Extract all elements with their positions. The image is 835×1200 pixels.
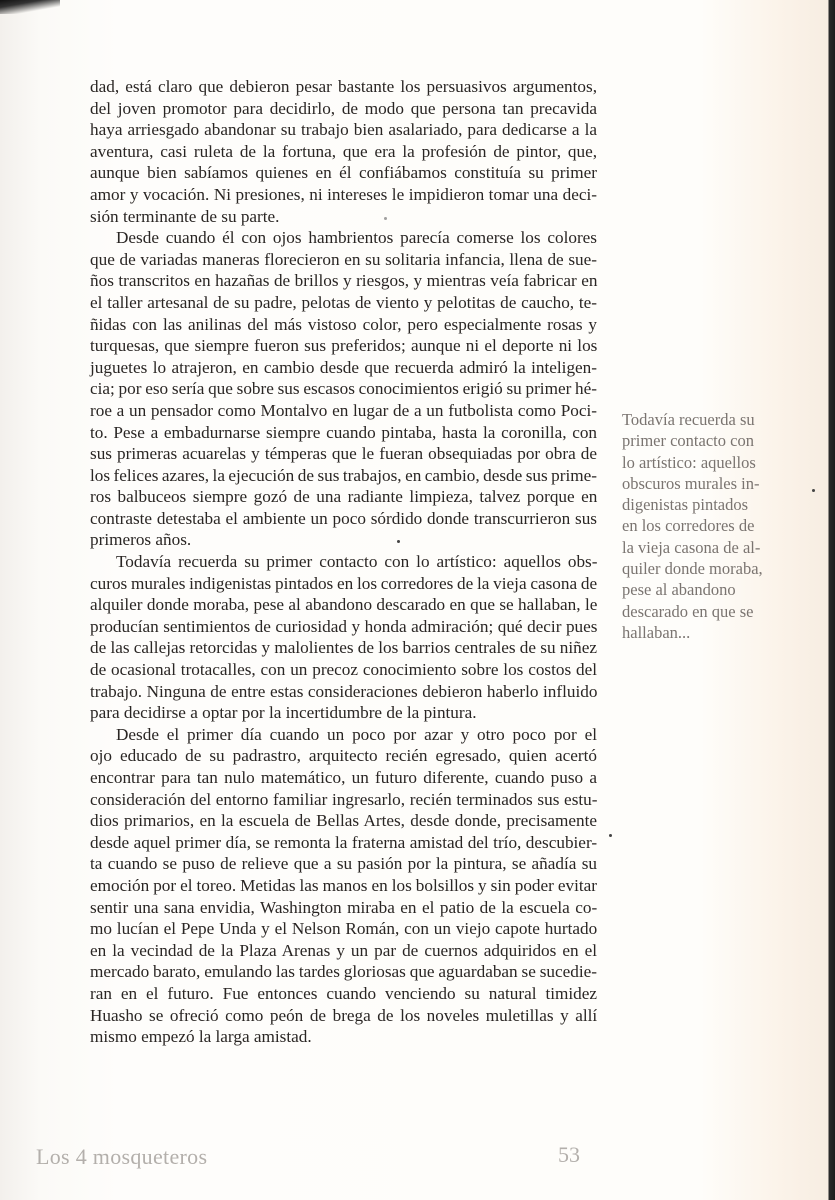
body-text-line: contraste detestaba el ambiente un poco sórdido donde transcurrieron sus: [90, 508, 597, 528]
body-text-line: sión terminante de su parte.: [90, 206, 280, 226]
body-text-line: aunque bien sabíamos quienes en él confiábamos constituía su primer: [90, 163, 597, 183]
pull-quote-line: lo artístico: aquellos: [622, 452, 756, 472]
body-text-line: mismo empezó la larga amistad.: [90, 1027, 312, 1047]
body-text-line: curos murales indigenistas pintados en los corredores de la vieja casona de: [90, 573, 598, 593]
body-text-line: mo lucían el Pepe Unda y el Nelson Román, con un viejo capote hurtado: [90, 919, 598, 939]
body-text-line: ros balbuceos siempre gozó de una radiante limpieza, talvez porque en: [90, 487, 598, 507]
pull-quote-line: Todavía recuerda su: [622, 410, 755, 429]
body-text-line: consideración del entorno familiar ingresarlo, recién terminados sus estu-: [90, 789, 598, 809]
pull-quote-line: descarado en que se: [622, 601, 754, 621]
scan-edge-shadow: [0, 0, 60, 14]
body-text-line: los felices azares, la ejecución de sus trabajos, en cambio, desde sus prime-: [90, 465, 597, 485]
pull-quote-line: pese al abandono: [622, 580, 736, 600]
body-text-line: ños transcritos en hazañas de brillos y riesgos, y mientras veía fabricar en: [90, 271, 598, 291]
body-text-line: juguetes lo atrajeron, en cambio desde que recuerda admiró la inteligen-: [90, 357, 597, 377]
body-text-line: sus primeras acuarelas y témperas que le fueran obsequiadas por obra de: [90, 444, 597, 464]
body-text-line: aventura, casi ruleta de la fortuna, que era la profesión de pintor, que,: [90, 141, 597, 161]
pull-quote: [622, 409, 800, 643]
body-text-line: roe a un pensador como Montalvo en lugar de a un futbolista como Poci-: [90, 400, 597, 420]
body-text-line: ta cuando se puso de relieve que a su pasión por la pintura, se añadía su: [90, 854, 597, 874]
body-text-line: turquesas, que siempre fueron sus preferidos; aunque ni el deporte ni los: [90, 336, 598, 356]
scan-speck: [609, 834, 612, 837]
body-text-line: dios primarios, en la escuela de Bellas Artes, desde donde, precisamente: [90, 811, 597, 831]
body-text-line: ñidas con las anilinas del más vistoso color, pero especialmente rosas y: [90, 314, 598, 334]
body-text-line: trabajo. Ninguna de entre estas consideraciones debieron haberlo influido: [90, 681, 598, 701]
body-text-line: encontrar para tan nulo matemático, un futuro diferente, cuando puso a: [90, 768, 597, 787]
body-text-line: ran en el futuro. Fue entonces cuando venciendo su natural timidez: [90, 983, 597, 1003]
body-text-line: que de variadas maneras florecieron en su solitaria infancia, llena de sue-: [90, 249, 597, 269]
main-text-column: [90, 76, 597, 1048]
body-text-line: haya arriesgado abandonar su trabajo bien asalariado, para dedicarse a la: [90, 120, 597, 140]
pull-quote-line: primer contacto con: [622, 431, 754, 451]
body-text-line: ojo educado de su padrastro, arquitecto recién egresado, quien acertó: [90, 746, 597, 766]
scan-speck: [397, 540, 400, 543]
running-footer-title: Los 4 mosqueteros: [36, 1144, 208, 1169]
body-text-line: de las callejas retorcidas y malolientes de los barrios centrales de su niñez: [90, 638, 597, 658]
pull-quote-line: hallaban...: [622, 622, 691, 642]
body-text-line: emoción por el toreo. Metidas las manos en los bolsillos y sin poder evitar: [90, 875, 597, 895]
body-text-line: Huasho se ofreció como peón de brega de los noveles muletillas y allí: [90, 1005, 598, 1025]
body-text-line: de ocasional trotacalles, con un precoz conocimiento sobre los costos del: [90, 660, 597, 680]
body-text-line: amor y vocación. Ni presiones, ni intereses le impidieron tomar una deci-: [90, 184, 597, 204]
pull-quote-line: en los corredores de: [622, 516, 755, 536]
body-text-line: desde aquel primer día, se remonta la fraterna amistad del trío, descubier-: [90, 832, 598, 852]
body-text-line: to. Pese a embadurnarse siempre cuando pintaba, hasta la coronilla, con: [90, 422, 598, 442]
body-text-line: mercado barato, emulando las tardes gloriosas que aguardaban se sucedie-: [90, 962, 597, 982]
body-text-line: sentir una sana envidia, Washington miraba en el patio de la escuela co-: [90, 897, 598, 917]
body-text-line: el taller artesanal de su padre, pelotas de viento y pelotitas de caucho, te-: [90, 292, 597, 312]
pull-quote-line: obscuros murales in-: [622, 473, 760, 493]
body-text-line: para decidirse a optar por la incertidumbre de la pintura.: [90, 703, 477, 723]
body-text-line: producían sentimientos de curiosidad y honda admiración; qué decir pues: [90, 616, 598, 636]
pull-quote-line: la vieja casona de al-: [622, 537, 761, 557]
body-text-line: Desde el primer día cuando un poco por azar y otro poco por el: [116, 724, 597, 744]
body-text-line: dad, está claro que debieron pesar bastante los persuasivos argumentos,: [90, 77, 597, 96]
body-text-line: Todavía recuerda su primer contacto con lo artístico: aquellos obs-: [116, 552, 598, 572]
body-text-line: en la vecindad de la Plaza Arenas y un par de cuernos adquiridos en el: [90, 940, 597, 960]
body-text-line: Desde cuando él con ojos hambrientos parecía comerse los colores: [116, 228, 597, 248]
pull-quote-line: digenistas pintados: [622, 495, 749, 515]
scan-speck: [384, 217, 387, 220]
scan-speck: [812, 489, 815, 492]
body-text-line: cia; por eso sería que sobre sus escasos conocimientos erigió su primer hé-: [90, 379, 597, 399]
body-text-line: primeros años.: [90, 530, 192, 550]
page-number: 53: [558, 1142, 580, 1167]
body-text-line: alquiler donde moraba, pese al abandono descarado en que se hallaban, le: [90, 595, 598, 615]
body-text-line: del joven promotor para decidirlo, de modo que persona tan precavida: [90, 98, 597, 118]
pull-quote-line: quiler donde moraba,: [622, 559, 763, 579]
